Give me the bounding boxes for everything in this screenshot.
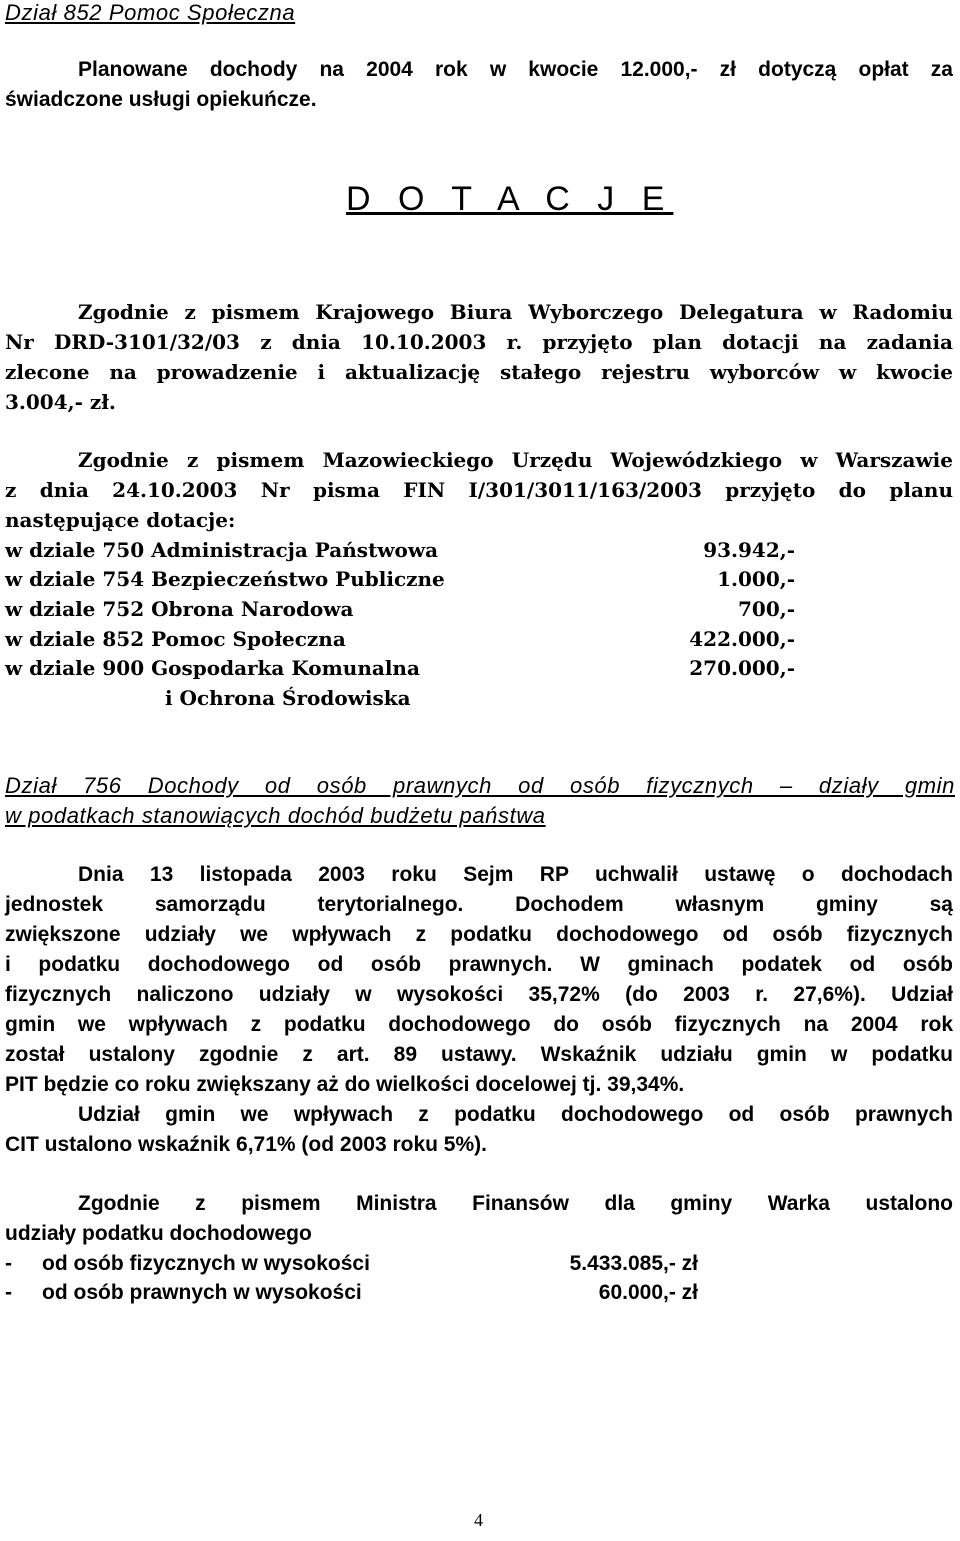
para2-line-1: Udział gmin we wpływach z podatku dochodowego od osób prawnych — [78, 1103, 953, 1126]
list-item-amount: 422.000,- — [689, 627, 795, 651]
para3-line-1: Zgodnie z pismem Ministra Finansów dla gminy Warka ustalono — [78, 1192, 953, 1215]
section-756-heading-line-1: Dział 756 Dochody od osób prawnych od osób fizycznych – działy gmin — [5, 773, 955, 798]
krajowe-line-3: zlecone na prowadzenie i aktualizację stałego rejestru wyborców w kwocie — [5, 360, 953, 384]
krajowe-line-1: Zgodnie z pismem Krajowego Biura Wyborczego Delegatura w Radomiu — [78, 300, 953, 324]
list-item-continuation: i Ochrona Środowiska — [165, 686, 411, 710]
list-item-amount: 93.942,- — [703, 538, 795, 562]
page-number: 4 — [474, 1510, 483, 1530]
para3-line-2: udziały podatku dochodowego — [5, 1222, 312, 1245]
udzialy-dash: - — [5, 1281, 12, 1304]
para1-line-1: Dnia 13 listopada 2003 roku Sejm RP uchwalił ustawę o dochodach — [78, 863, 953, 886]
list-item: w dziale 750 Administracja Państwowa — [5, 538, 439, 562]
udzialy-item-label: od osób prawnych w wysokości — [42, 1281, 362, 1304]
krajowe-line-4: 3.004,- zł. — [5, 390, 116, 414]
para1-line-2: jednostek samorządu terytorialnego. Dochodem własnym gminy są — [5, 893, 953, 916]
mazowieckie-line-1: Zgodnie z pismem Mazowieckiego Urzędu Wojewódzkiego w Warszawie — [78, 448, 953, 472]
section-852-line-1: Planowane dochody na 2004 rok w kwocie 12.000,- zł dotyczą opłat za — [78, 58, 953, 81]
list-item: w dziale 752 Obrona Narodowa — [5, 597, 354, 621]
para1-line-8: PIT będzie co roku zwiększany aż do wielkości docelowej tj. 39,34%. — [5, 1073, 685, 1096]
udzialy-item-amount: 5.433.085,- zł — [569, 1252, 698, 1275]
list-item-amount: 1.000,- — [717, 567, 795, 591]
para2-line-2: CIT ustalono wskaźnik 6,71% (od 2003 roku 5%). — [5, 1133, 487, 1156]
para1-line-5: fizycznych naliczono udziały w wysokości 35,72% (do 2003 r. 27,6%). Udział — [5, 983, 953, 1006]
list-item: w dziale 852 Pomoc Społeczna — [5, 627, 346, 651]
udzialy-dash: - — [5, 1252, 12, 1275]
section-852-heading: Dział 852 Pomoc Społeczna — [5, 0, 296, 25]
section-756-heading-line-2: w podatkach stanowiących dochód budżetu państwa — [5, 803, 546, 828]
para1-line-3: zwiększone udziały we wpływach z podatku dochodowego od osób fizycznych — [5, 923, 953, 946]
para1-line-4: i podatku dochodowego od osób prawnych. W gminach podatek od osób — [5, 953, 953, 976]
para1-line-7: został ustalony zgodnie z art. 89 ustawy. Wskaźnik udziału gmin w podatku — [5, 1043, 953, 1066]
list-item: w dziale 754 Bezpieczeństwo Publiczne — [5, 567, 445, 591]
udzialy-item-label: od osób fizycznych w wysokości — [42, 1252, 370, 1275]
list-item: w dziale 900 Gospodarka Komunalna — [5, 656, 420, 680]
section-852-line-2: świadczone usługi opiekuńcze. — [5, 88, 317, 111]
udzialy-item-amount: 60.000,- zł — [598, 1281, 698, 1304]
list-item-amount: 270.000,- — [689, 656, 795, 680]
dotacje-title: D O T A C J E — [346, 180, 674, 218]
mazowieckie-line-3: następujące dotacje: — [5, 508, 236, 532]
para1-line-6: gmin we wpływach z podatku dochodowego do osób fizycznych na 2004 rok — [5, 1013, 953, 1036]
list-item-amount: 700,- — [737, 597, 795, 621]
krajowe-line-2: Nr DRD-3101/32/03 z dnia 10.10.2003 r. przyjęto plan dotacji na zadania — [5, 330, 953, 354]
mazowieckie-line-2: z dnia 24.10.2003 Nr pisma FIN I/301/3011/163/2003 przyjęto do planu — [5, 478, 953, 502]
